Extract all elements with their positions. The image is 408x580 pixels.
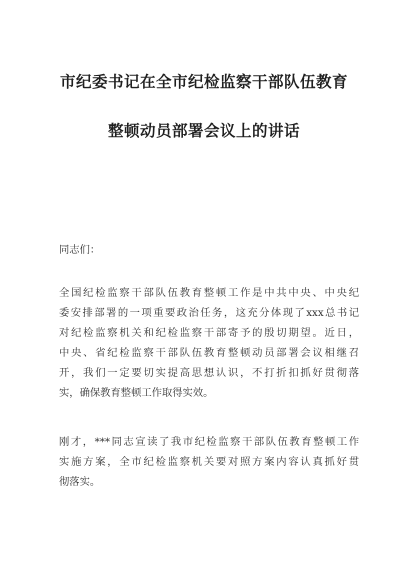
salutation-text: 同志们： [59,244,101,256]
document-title-line-2: 整顿动员部署会议上的讲话 [107,122,300,140]
paragraph-2-line: 实施方案，全市纪检监察机关要对照方案内容认真抓好贯 [59,456,359,468]
paragraph-1 [59,283,359,403]
paragraph-2 [59,432,359,492]
paragraph-1-line: 委安排部署的一项重要政治任务，这充分体现了xxx总书记 [59,307,359,319]
paragraph-1-line: 实，确保教育整顿工作取得实效。 [59,387,214,399]
paragraph-1-line: 全国纪检监察干部队伍教育整顿工作是中共中央、中央纪 [59,287,359,299]
paragraph-1-line: 中央、省纪检监察干部队伍教育整顿动员部署会议相继召 [59,347,359,359]
paragraph-2-line: 彻落实。 [59,476,101,488]
document-title-line-1: 市纪委书记在全市纪检监察干部队伍教育 [59,73,348,91]
paragraph-1-line: 开，我们一定要切实提高思想认识，不打折扣抓好贯彻落 [59,367,359,379]
salutation [59,240,359,260]
paragraph-1-line: 对纪检监察机关和纪检监察干部寄予的殷切期望。近日， [59,327,359,339]
paragraph-2-line: 刚才，***同志宣读了我市纪检监察干部队伍教育整顿工作 [59,436,359,448]
